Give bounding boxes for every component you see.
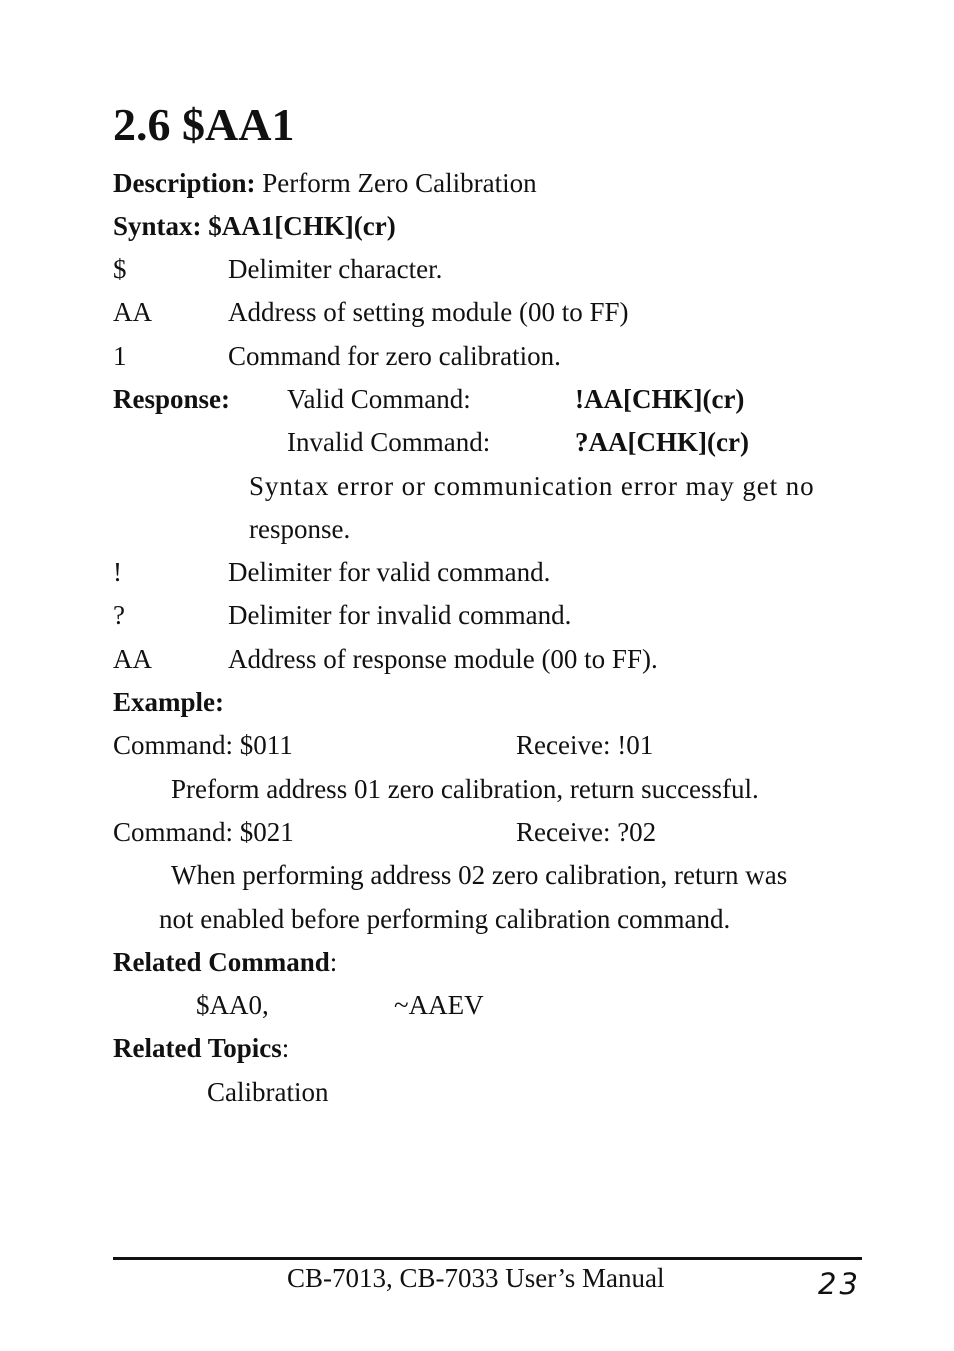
related-command-item: $AA0, [196, 990, 269, 1020]
related-command-item: ~AAEV [394, 990, 484, 1020]
example-label: Example: [113, 687, 224, 717]
related-topics-heading [113, 1032, 289, 1064]
syntax-label: Syntax: [113, 211, 209, 241]
footer-manual-title: CB-7013, CB-7033 User’s Manual [287, 1263, 665, 1293]
syntax-param-desc: Delimiter character. [228, 254, 443, 284]
response-valid-value: !AA[CHK](cr) [575, 384, 745, 414]
syntax-line [113, 210, 396, 242]
response-note: Syntax error or communication error may get no [249, 471, 815, 501]
syntax-param-desc: Address of setting module (00 to FF) [228, 297, 629, 327]
example-note-cont: not enabled before performing calibration command. [159, 904, 731, 934]
related-command-label: Related Command [113, 947, 330, 977]
response-param-desc: Delimiter for valid command. [228, 557, 551, 587]
response-invalid-value: ?AA[CHK](cr) [575, 427, 749, 457]
description-text: Perform Zero Calibration [255, 168, 537, 198]
example-note: When performing address 02 zero calibration, return was [171, 860, 788, 890]
footer-rule [113, 1257, 862, 1260]
syntax-param-desc: Command for zero calibration. [228, 341, 561, 371]
response-note-cont: response. [249, 514, 351, 544]
related-topics-label: Related Topics [113, 1033, 282, 1063]
description-label: Description: [113, 168, 256, 198]
syntax-param-symbol: $ [113, 254, 127, 284]
syntax-value: $AA1[CHK](cr) [208, 211, 396, 241]
related-topic-item: Calibration [207, 1077, 329, 1107]
page-number: 23 [818, 1267, 861, 1301]
response-param-symbol: AA [113, 644, 152, 674]
response-param-symbol: ? [113, 600, 125, 630]
syntax-param-symbol: 1 [113, 341, 127, 371]
description-line [113, 167, 537, 199]
example-note: Preform address 01 zero calibration, return successful. [171, 774, 759, 804]
response-param-desc: Delimiter for invalid command. [228, 600, 572, 630]
example-receive: Receive: !01 [516, 730, 654, 760]
response-label: Response: [113, 384, 231, 414]
response-param-desc: Address of response module (00 to FF). [228, 644, 658, 674]
example-receive: Receive: ?02 [516, 817, 657, 847]
related-topics-colon: : [281, 1033, 290, 1063]
related-command-colon: : [329, 947, 338, 977]
response-param-symbol: ! [113, 557, 122, 587]
example-command: Command: $011 [113, 730, 293, 760]
related-command-heading [113, 946, 337, 978]
response-valid-label: Valid Command: [287, 384, 471, 414]
page-title: 2.6 $AA1 [113, 99, 295, 150]
example-command: Command: $021 [113, 817, 294, 847]
response-invalid-label: Invalid Command: [287, 427, 491, 457]
syntax-param-symbol: AA [113, 297, 152, 327]
